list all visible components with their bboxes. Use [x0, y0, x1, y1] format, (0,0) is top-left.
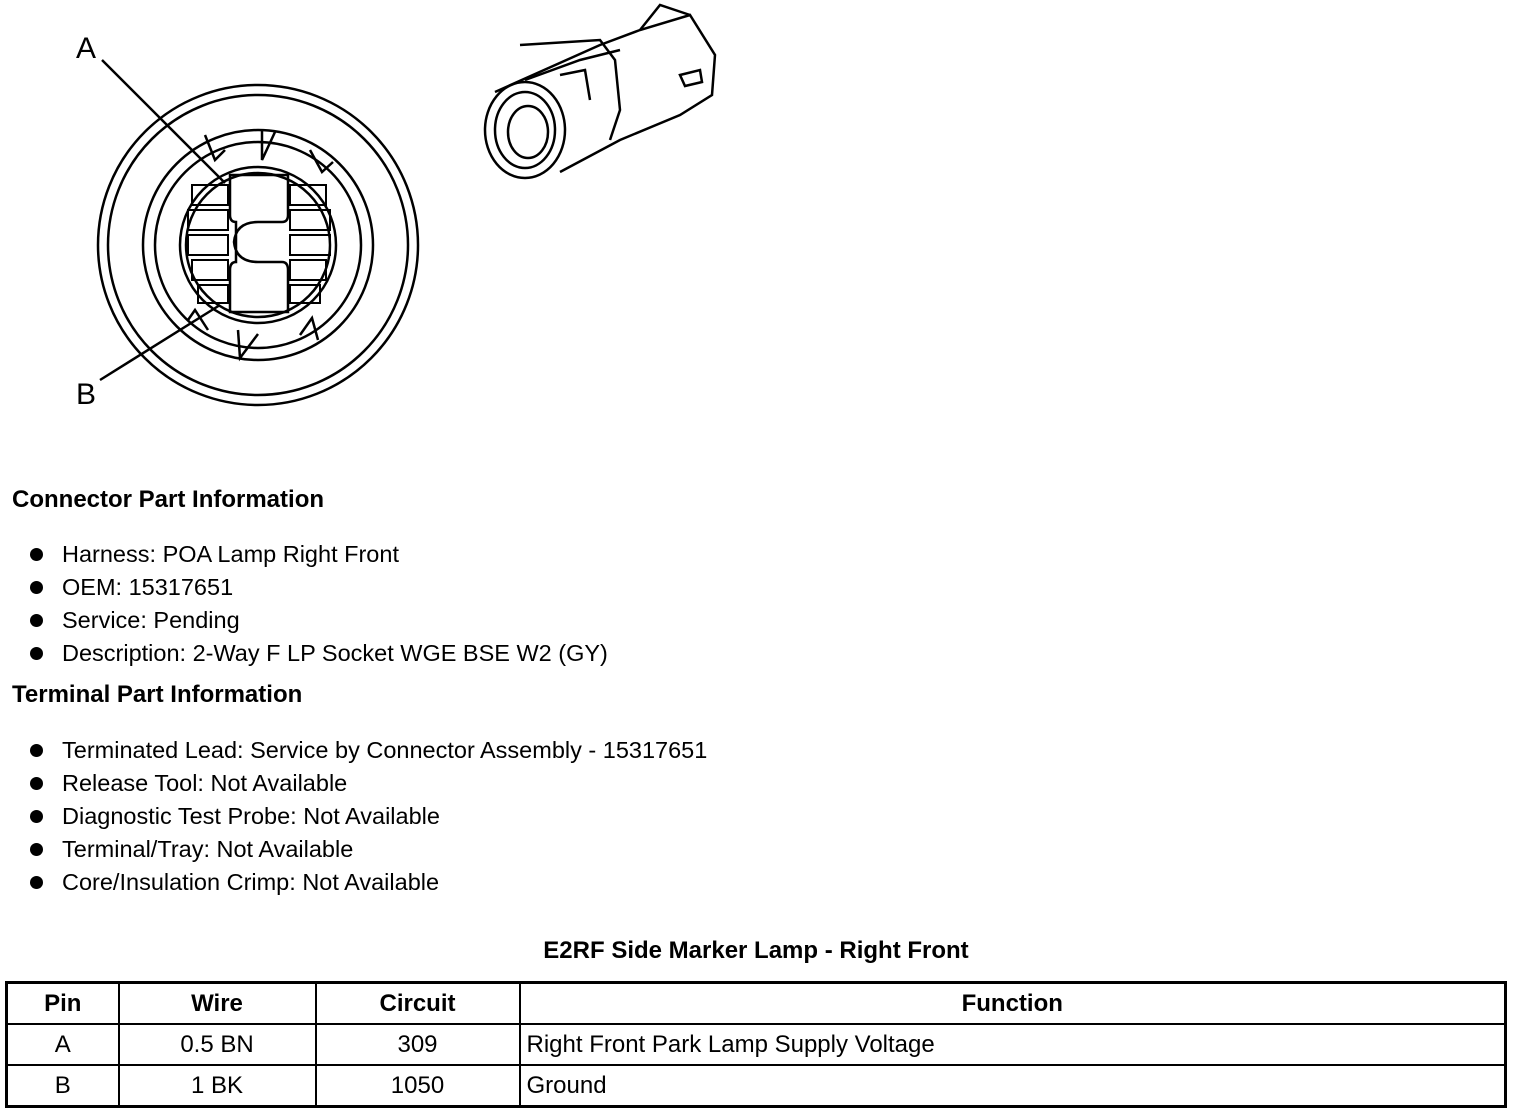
bullet-icon — [30, 777, 43, 790]
list-item: Harness: POA Lamp Right Front — [30, 538, 608, 571]
wire-cell: 1 BK — [119, 1065, 316, 1107]
list-item: Description: 2-Way F LP Socket WGE BSE W2 (GY) — [30, 637, 608, 670]
bullet-icon — [30, 876, 43, 889]
function-cell: Ground — [520, 1065, 1506, 1107]
list-item: Release Tool: Not Available — [30, 767, 707, 800]
bullet-icon — [30, 744, 43, 757]
circuit-cell: 1050 — [316, 1065, 520, 1107]
bullet-icon — [30, 843, 43, 856]
list-item: Terminated Lead: Service by Connector Assembly - 15317651 — [30, 734, 707, 767]
bullet-icon — [30, 548, 43, 561]
terminal-info-list — [30, 734, 707, 899]
table-header-row — [7, 983, 1506, 1025]
callout-a-label: A — [75, 32, 97, 65]
bullet-icon — [30, 581, 43, 594]
table-title: E2RF Side Marker Lamp - Right Front — [543, 937, 969, 964]
pinout-table — [5, 981, 1507, 1108]
terminal-cavity — [230, 175, 288, 312]
column-header-circuit: Circuit — [316, 983, 520, 1025]
column-header-wire: Wire — [119, 983, 316, 1025]
list-item: Diagnostic Test Probe: Not Available — [30, 800, 707, 833]
column-header-pin: Pin — [7, 983, 119, 1025]
terminal-info-heading: Terminal Part Information — [12, 681, 303, 708]
bullet-icon — [30, 647, 43, 660]
bullet-icon — [30, 810, 43, 823]
connector-illustration — [0, 0, 760, 460]
table-row — [7, 1024, 1506, 1065]
bullet-icon — [30, 614, 43, 627]
list-item: Service: Pending — [30, 604, 608, 637]
list-item: Core/Insulation Crimp: Not Available — [30, 866, 707, 899]
callout-b-label: B — [75, 378, 97, 411]
circuit-cell: 309 — [316, 1024, 520, 1065]
pin-cell: B — [7, 1065, 119, 1107]
connector-side-view — [485, 5, 715, 178]
wire-cell: 0.5 BN — [119, 1024, 316, 1065]
table-row — [7, 1065, 1506, 1107]
pin-cell: A — [7, 1024, 119, 1065]
connector-info-heading: Connector Part Information — [12, 486, 325, 513]
column-header-function: Function — [520, 983, 1506, 1025]
connector-outer-ring — [98, 85, 418, 405]
list-item: Terminal/Tray: Not Available — [30, 833, 707, 866]
connector-info-list — [30, 538, 608, 670]
function-cell: Right Front Park Lamp Supply Voltage — [520, 1024, 1506, 1065]
list-item: OEM: 15317651 — [30, 571, 608, 604]
